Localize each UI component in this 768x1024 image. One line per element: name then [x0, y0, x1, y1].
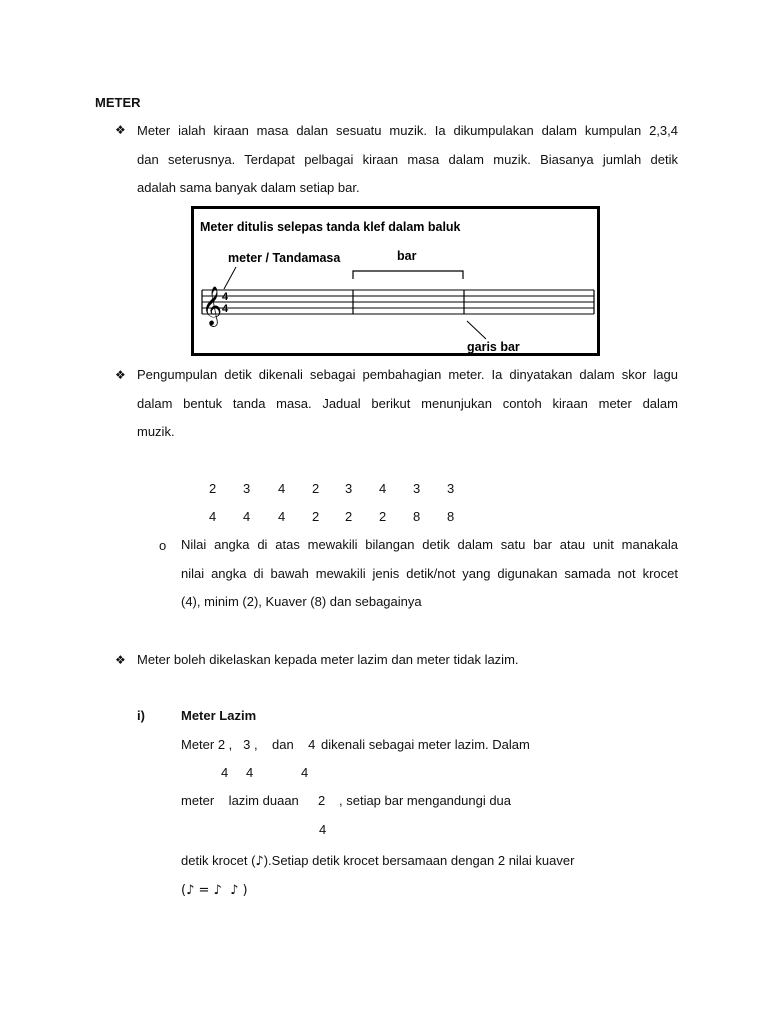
meter-bottom: 2	[379, 509, 387, 524]
meter-top: 3	[243, 481, 251, 496]
section-line-3b: , setiap bar mengandungi dua	[339, 793, 512, 808]
bullet-icon: ❖	[115, 653, 126, 667]
section-line-5b: ).Setiap detik krocet bersamaan dengan 2 nilai kuaver	[263, 853, 575, 868]
meter-top: 2	[312, 481, 320, 496]
paragraph-1-line: Meter ialah kiraan masa dalan sesuatu muzik. Ia dikumpulakan dalam kumpulan 2,3,4	[137, 123, 678, 138]
time-signature-bottom: 4	[222, 303, 229, 315]
paragraph-2	[137, 361, 678, 447]
paragraph-3: Meter boleh dikelaskan kepada meter lazim dan meter tidak lazim.	[137, 652, 519, 667]
treble-clef-icon: 𝄞	[202, 286, 223, 326]
meter-pointer	[224, 267, 236, 289]
section-numeral: i)	[137, 708, 145, 723]
sub-paragraph-line: Nilai angka di atas mewakili bilangan detik dalam satu bar atau unit manakala	[181, 537, 678, 552]
meter-bottom: 8	[413, 509, 421, 524]
section-denominator: 4	[221, 765, 229, 780]
bullet-icon: ❖	[115, 368, 126, 382]
meter-bottom: 4	[209, 509, 217, 524]
paragraph-1-line: adalah sama banyak dalam setiap bar.	[137, 180, 360, 195]
section-line-4: 4	[319, 822, 327, 837]
section-line-3-number: 2	[318, 793, 326, 808]
figure-label-barline: garis bar	[467, 340, 520, 353]
section-line-5a: detik krocet (	[181, 853, 256, 868]
section-title: Meter Lazim	[181, 708, 257, 723]
meter-top: 4	[278, 481, 286, 496]
figure-label-meter: meter / Tandamasa	[228, 251, 341, 265]
meter-top: 4	[379, 481, 387, 496]
paragraph-1-line: dan seterusnya. Terdapat pelbagai kiraan masa dalam muzik. Biasanya jumlah detik	[137, 151, 678, 167]
time-signature-top: 4	[222, 291, 229, 303]
section-denominator: 4	[301, 765, 309, 780]
page-heading: METER	[95, 95, 141, 110]
paragraph-2-line: dalam bentuk tanda masa. Jadual berikut menunjukan contoh kiraan meter dalam	[137, 395, 678, 411]
section-line-6: (♪ = ♪ ♪ )	[181, 883, 248, 898]
paragraph-2-line: Pengumpulan detik dikenali sebagai pembahagian meter. Ia dinyatakan dalam skor lagu	[137, 367, 678, 382]
bar-bracket	[353, 271, 463, 279]
meter-bottom: 2	[312, 509, 320, 524]
sub-paragraph-line: (4), minim (2), Kuaver (8) dan sebagainya	[181, 594, 422, 609]
section-line-5	[181, 853, 574, 869]
section-line-3a: meter lazim duaan	[181, 793, 299, 808]
meter-top: 3	[447, 481, 455, 496]
meter-top: 2	[209, 481, 217, 496]
meter-bottom: 8	[447, 509, 455, 524]
section-denominator: 4	[246, 765, 254, 780]
staff-diagram	[194, 209, 597, 353]
figure-title: Meter ditulis selepas tanda klef dalam baluk	[200, 220, 461, 234]
section-line-1a: Meter 2 , 3 , dan 4	[181, 737, 316, 752]
barline-pointer	[467, 321, 486, 339]
meter-bottom: 2	[345, 509, 353, 524]
meter-top: 3	[345, 481, 353, 496]
meter-bottom: 4	[278, 509, 286, 524]
quarter-note-icon: ♪	[255, 854, 264, 869]
sub-paragraph-line: nilai angka di bawah mewakili jenis detik/not yang digunakan samada not krocet	[181, 565, 678, 581]
sub-bullet-icon: o	[159, 538, 167, 553]
paragraph-1	[137, 117, 678, 203]
bullet-icon: ❖	[115, 123, 126, 137]
meter-bottom: 4	[243, 509, 251, 524]
section-line-1b: dikenali sebagai meter lazim. Dalam	[321, 737, 530, 752]
sub-paragraph	[181, 531, 678, 617]
paragraph-2-line: muzik.	[137, 424, 175, 439]
figure-label-bar: bar	[397, 249, 417, 263]
staff-lines	[202, 290, 594, 314]
staff-figure	[191, 206, 600, 356]
meter-top: 3	[413, 481, 421, 496]
